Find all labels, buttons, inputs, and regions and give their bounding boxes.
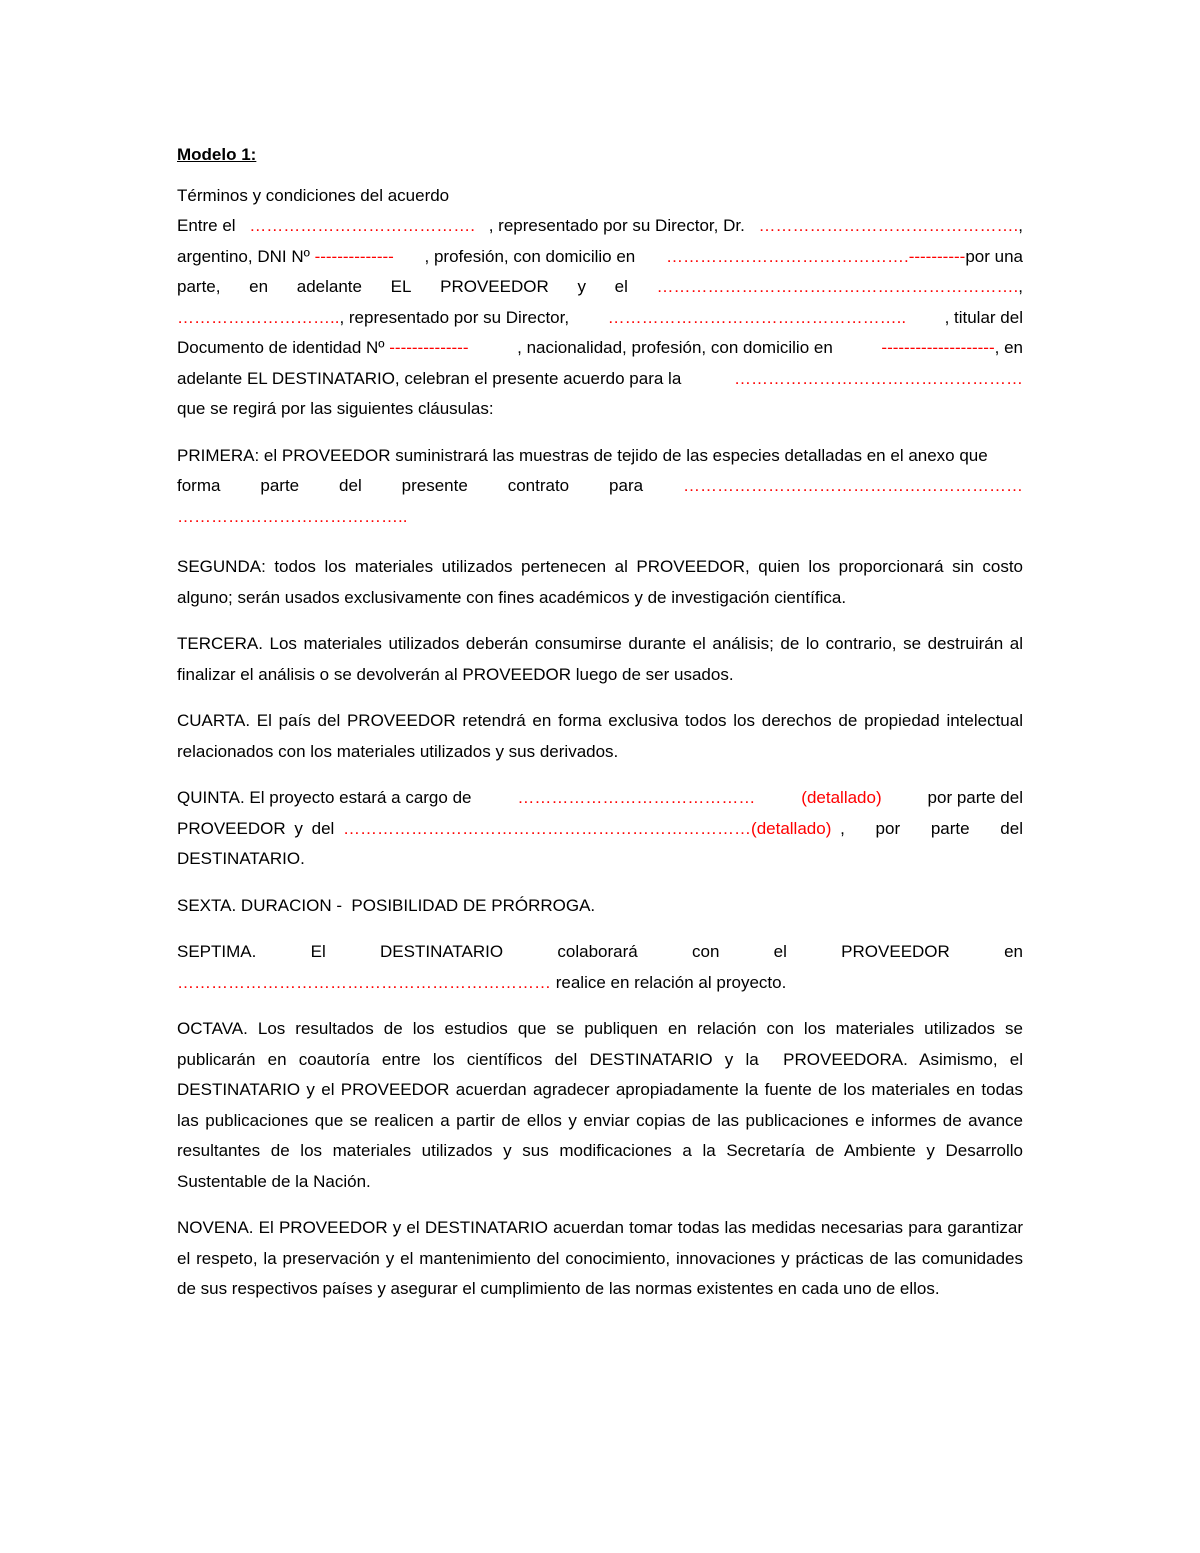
placeholder-dots: …………………………………………………… (682, 476, 1023, 495)
placeholder-dashes: -------------------- (881, 338, 995, 357)
clause-segunda: SEGUNDA: todos los materiales utilizados pertenecen al PROVEEDOR, quien los proporcionará sin costo alguno; serán usados exclusivamente con fines académicos y de investigación científica. (177, 557, 1023, 607)
document-page (177, 140, 1028, 1305)
placeholder-dashes: ---------- (908, 246, 966, 266)
placeholder-dots: ………………………………….. (177, 506, 408, 526)
clause-quinta: QUINTA. El proyecto estará a cargo de …………………………………… (detallado) por parte del PROVEEDOR y del ………………………………………………………………(detallado) , por parte del DESTINATARIO. (177, 783, 1023, 875)
preamble-line-4: ……………………….., representado por su Director, …………………………………………….. , titular del (177, 303, 1023, 334)
placeholder-dots: ………………………………………………………. (656, 277, 1019, 296)
placeholder-dots: ………………………………………………………… (177, 972, 551, 992)
placeholder-dashes: -------------- (389, 338, 469, 357)
placeholder-dots: ……………………………………. (665, 246, 909, 266)
placeholder-dots: ………………………………………. (758, 216, 1019, 235)
preamble (177, 211, 1023, 425)
placeholder-detallado: (detallado) (801, 788, 882, 807)
placeholder-dots: ……………………………………………………………… (343, 818, 752, 838)
clause-sexta: SEXTA. DURACION - POSIBILIDAD DE PRÓRROGA. (177, 895, 596, 915)
clause-octava: OCTAVA. Los resultados de los estudios que se publiquen en relación con los materiales utilizados se publicarán en coautoría entre los científicos del DESTINATARIO y la PROVEEDORA. Asimismo, el DESTINATARIO y el PROVEEDOR acuerdan agradecer apropiadamente la fuente de los materiales en todas las publicaciones que se realicen a partir de ellos y enviar copias de las publicaciones e informes de avance resultantes de los materiales utilizados y sus modificaciones a la Secretaría de Ambiente y Desarrollo Sustentable de la Nación. (177, 1019, 1028, 1191)
preamble-line-1: Entre el …………………………………. , representado por su Director, Dr. ………………………………………., (177, 211, 1023, 242)
placeholder-dashes: -------------- (314, 246, 394, 266)
placeholder-dots: …………………………………. (249, 216, 476, 235)
agreement-subtitle: Términos y condiciones del acuerdo (177, 185, 450, 205)
document-title: Modelo 1: (177, 145, 257, 164)
placeholder-dots: ……………………….. (177, 307, 340, 327)
clause-septima: SEPTIMA. El DESTINATARIO colaborará con el PROVEEDOR en ………………………………………………………… realice en relación al proyecto. (177, 942, 1023, 992)
preamble-line-6: adelante EL DESTINATARIO, celebran el presente acuerdo para la …………………………………………… (177, 364, 1023, 395)
placeholder-dots: …………………………………………….. (607, 307, 907, 327)
placeholder-detallado: (detallado) (751, 818, 832, 838)
preamble-line-7: que se regirá por las siguientes cláusulas: (177, 399, 494, 418)
preamble-line-5: Documento de identidad Nº -------------- , nacionalidad, profesión, con domicilio en --------------------, en (177, 338, 1023, 357)
clause-novena: NOVENA. El PROVEEDOR y el DESTINATARIO acuerdan tomar todas las medidas necesarias para garantizar el respeto, la preservación y el mantenimiento del conocimiento, innovaciones y prácticas de las comunidades de sus respectivos países y asegurar el cumplimiento de las normas existentes en cada uno de ellos. (177, 1218, 1023, 1298)
clause-tercera: TERCERA. Los materiales utilizados deberán consumirse durante el análisis; de lo contrario, se destruirán al finalizar el análisis o se devolverán al PROVEEDOR luego de ser usados. (177, 634, 1023, 684)
preamble-line-2: argentino, DNI Nº -------------- , profesión, con domicilio en …………………………………….----------por una (177, 246, 1023, 266)
placeholder-dots: …………………………………………… (734, 368, 1023, 388)
placeholder-dots: …………………………………… (517, 788, 756, 807)
clause-cuarta: CUARTA. El país del PROVEEDOR retendrá en forma exclusiva todos los derechos de propiedad intelectual relacionados con los materiales utilizados y sus derivados. (177, 711, 1023, 761)
preamble-line-3: parte, en adelante EL PROVEEDOR y el ………………………………………………………., (177, 277, 1023, 296)
clause-primera: PRIMERA: el PROVEEDOR suministrará las muestras de tejido de las especies detalladas en el anexo que forma parte del presente contrato para …………………………………………………… ………………………………….. (177, 441, 1023, 533)
